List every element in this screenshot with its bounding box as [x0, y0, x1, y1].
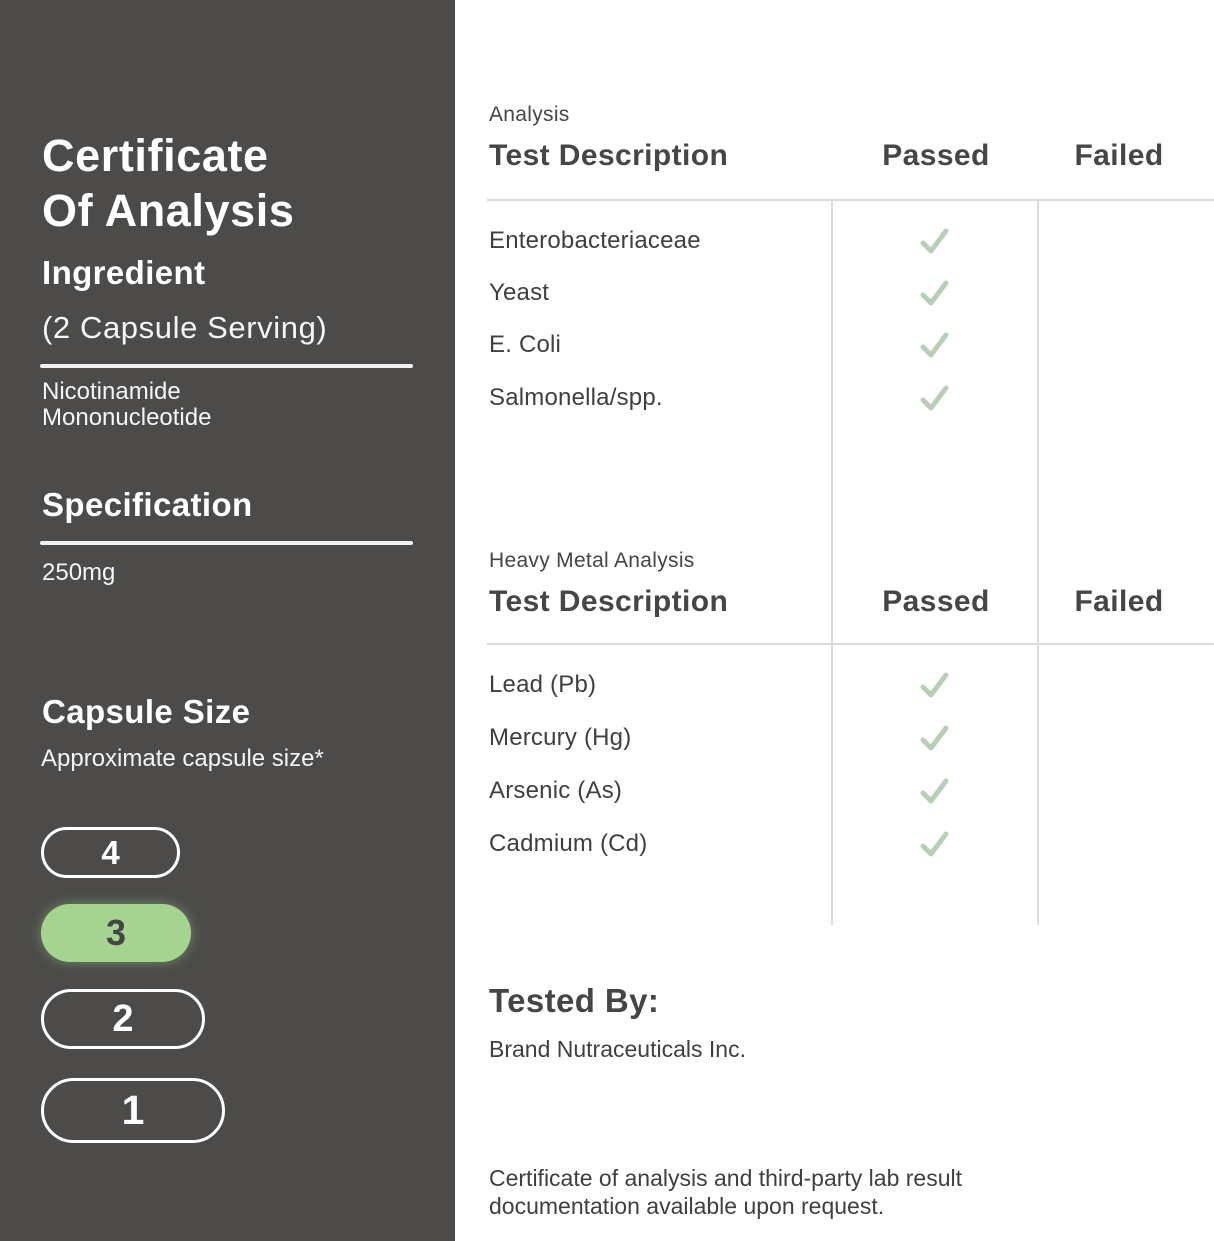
check-icon: [917, 381, 951, 415]
test-name: Mercury (Hg): [489, 724, 632, 751]
column-header-test-description: Test Description: [489, 585, 729, 618]
sidebar: [0, 0, 455, 1241]
capsule-size-option-label: 4: [101, 833, 120, 871]
column-header-passed: Passed: [882, 139, 990, 172]
test-name: E. Coli: [489, 331, 562, 358]
page-title-line2: Of Analysis: [42, 185, 295, 237]
test-name: Arsenic (As): [489, 777, 623, 804]
table-label-heavy-metal-analysis: Heavy Metal Analysis: [489, 549, 695, 572]
tested-by-heading: Tested By:: [489, 982, 660, 1019]
ingredient-divider: [40, 364, 413, 368]
capsule-size-option-4[interactable]: [41, 827, 180, 878]
column-header-failed: Failed: [1074, 139, 1164, 172]
capsule-size-option-1[interactable]: [41, 1078, 225, 1143]
test-name: Lead (Pb): [489, 671, 597, 698]
passed-check-cell: [831, 328, 1037, 362]
page-title-line1: Certificate: [42, 130, 269, 182]
capsule-size-heading: Capsule Size: [42, 693, 251, 730]
tested-by-value: Brand Nutraceuticals Inc.: [489, 1036, 746, 1062]
column-header-test-description: Test Description: [489, 139, 729, 172]
check-icon: [917, 721, 951, 755]
capsule-size-option-label: 1: [121, 1087, 145, 1133]
specification-value: 250mg: [42, 559, 116, 586]
check-icon: [917, 827, 951, 861]
check-icon: [917, 276, 951, 310]
capsule-size-option-label: 2: [112, 997, 134, 1040]
test-name: Salmonella/spp.: [489, 384, 663, 411]
column-header-passed: Passed: [882, 585, 990, 618]
passed-check-cell: [831, 381, 1037, 415]
test-name: Enterobacteriaceae: [489, 227, 701, 254]
page-title: [42, 128, 295, 238]
specification-heading: Specification: [42, 486, 253, 523]
passed-check-cell: [831, 276, 1037, 310]
capsule-size-subheading: Approximate capsule size*: [41, 745, 324, 772]
table-header-divider-heavy-metal: [487, 643, 1214, 645]
table-label-analysis: Analysis: [489, 103, 570, 126]
check-icon: [917, 224, 951, 258]
capsule-size-option-2[interactable]: [41, 989, 205, 1049]
column-divider-failed: [1037, 201, 1039, 925]
capsule-size-option-label: 3: [105, 912, 127, 953]
availability-footnote: Certificate of analysis and third-party lab result documentation available upon request.: [489, 1165, 962, 1219]
passed-check-cell: [831, 224, 1037, 258]
check-icon: [917, 774, 951, 808]
column-header-failed: Failed: [1074, 585, 1164, 618]
capsule-size-option-3-selected[interactable]: [41, 904, 191, 962]
passed-check-cell: [831, 827, 1037, 861]
passed-check-cell: [831, 721, 1037, 755]
ingredient-value: Nicotinamide Mononucleotide: [42, 378, 212, 431]
test-name: Yeast: [489, 279, 550, 306]
ingredient-subheading: (2 Capsule Serving): [42, 310, 328, 345]
check-icon: [917, 668, 951, 702]
ingredient-heading: Ingredient: [42, 254, 206, 291]
passed-check-cell: [831, 668, 1037, 702]
table-header-divider-analysis: [487, 199, 1214, 201]
specification-divider: [40, 541, 413, 545]
check-icon: [917, 328, 951, 362]
test-name: Cadmium (Cd): [489, 830, 648, 857]
passed-check-cell: [831, 774, 1037, 808]
